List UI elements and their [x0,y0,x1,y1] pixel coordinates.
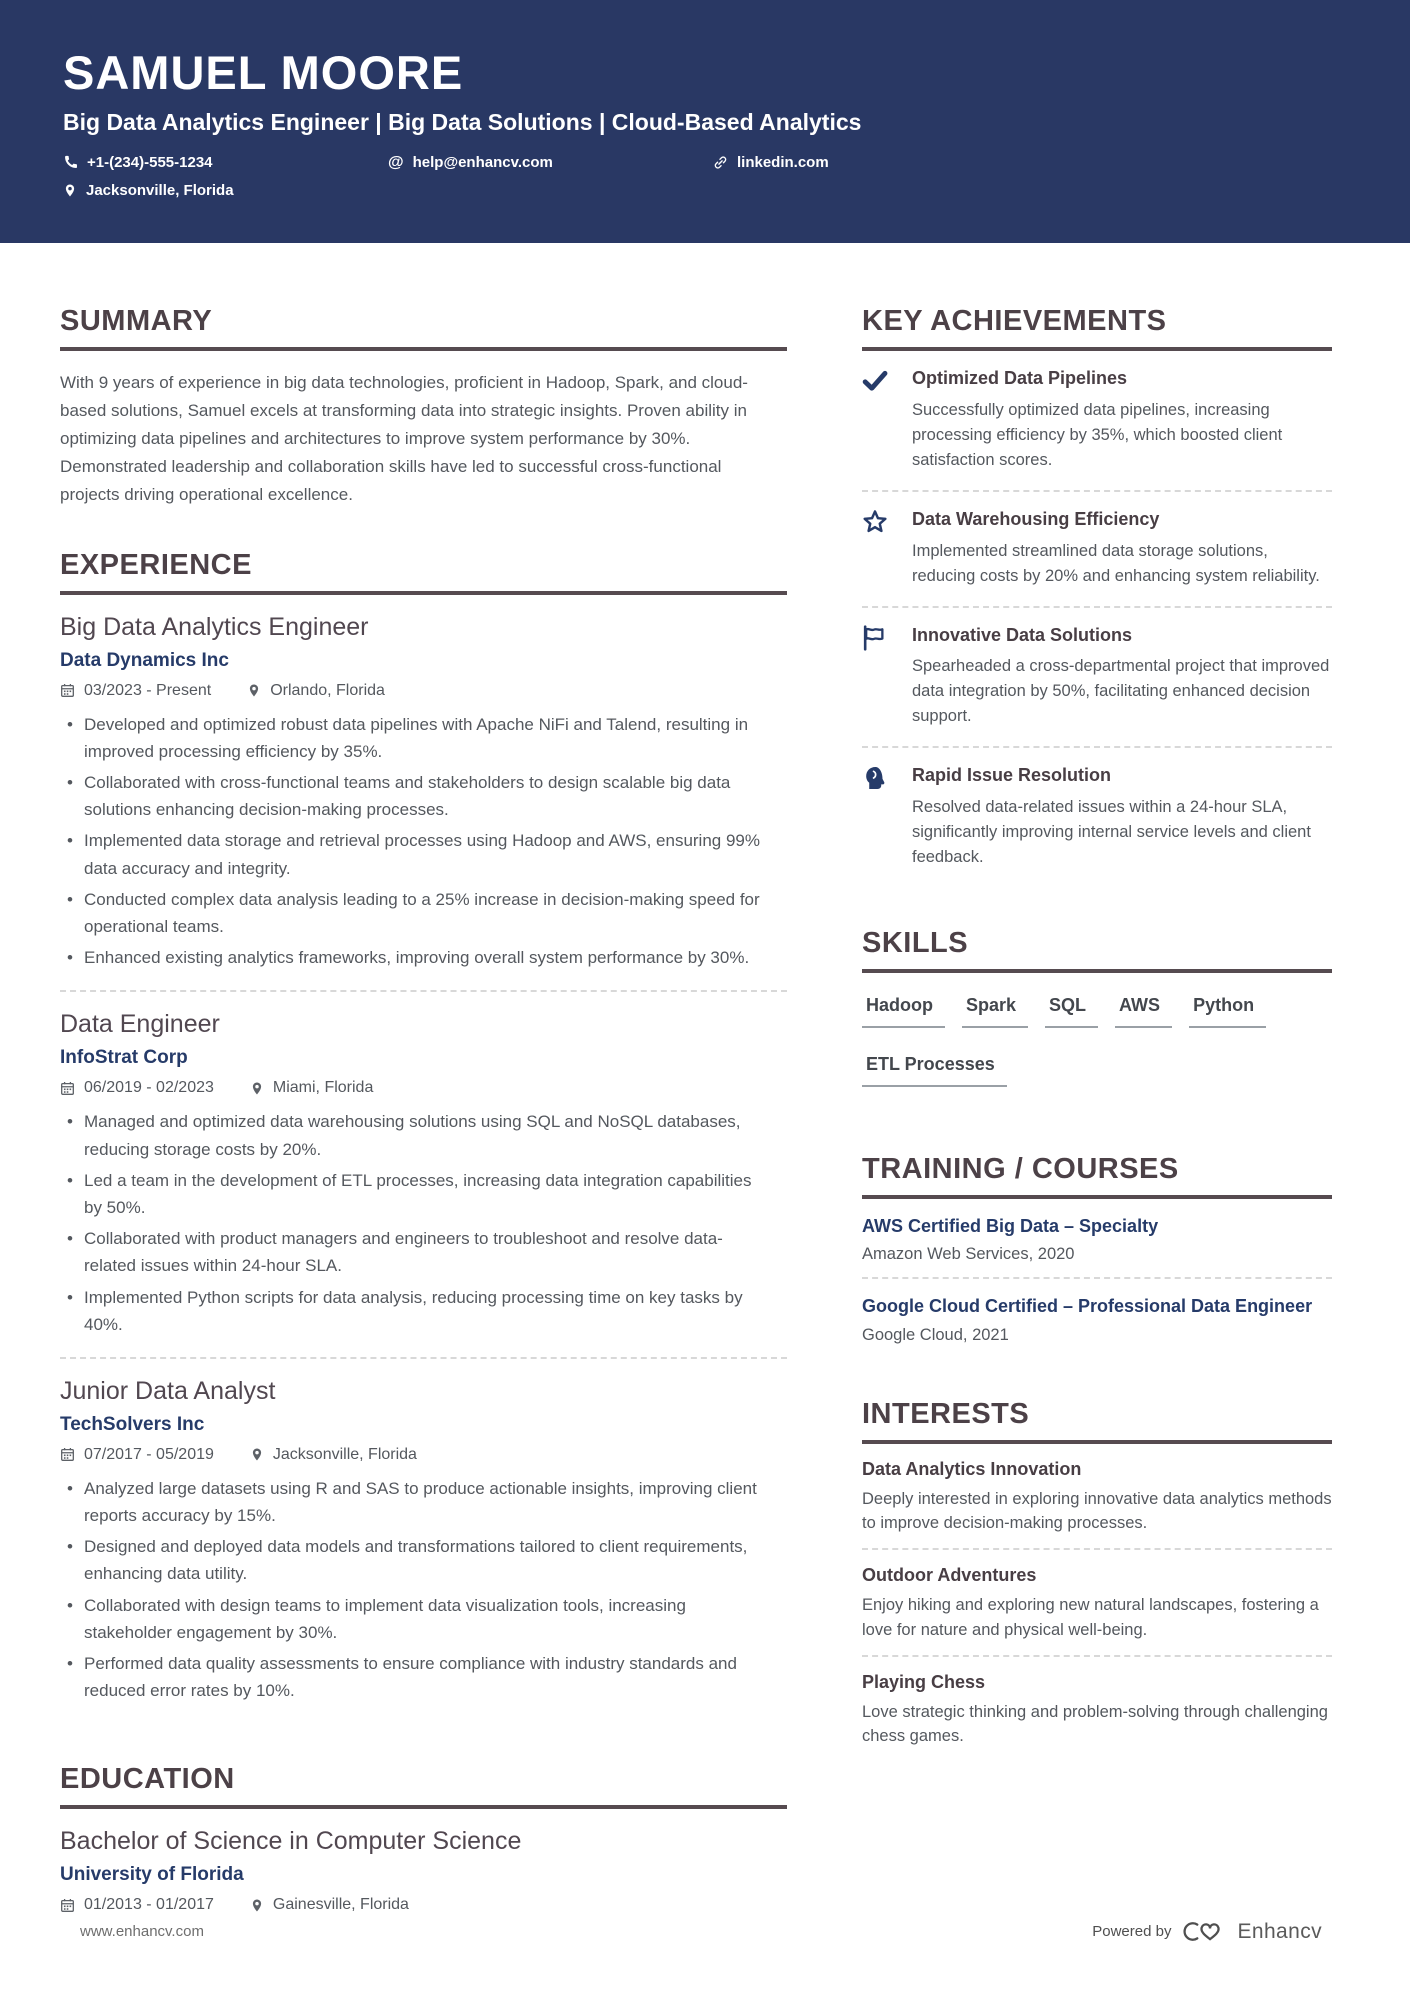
education-dates-value: 01/2013 - 01/2017 [84,1896,214,1914]
achievement-title: Rapid Issue Resolution [912,765,1112,786]
skills-section [862,927,1332,1113]
interest-title: Playing Chess [862,1671,986,1692]
job-dates-value: 06/2019 - 02/2023 [84,1079,214,1097]
achievement-item [862,748,1332,887]
education-location [250,1896,409,1914]
job-location [247,682,385,700]
achievement-text: Spearheaded a cross-departmental project that improved data integration by 50%, facilitating enhanced decision support. [912,657,1330,726]
link-value[interactable]: linkedin.com [737,154,829,172]
job-bullet: • Led a team in the development of ETL processes, increasing data integration capabilities by 50%. [60,1167,764,1221]
education-location-value: Gainesville, Florida [272,1896,409,1914]
summary-heading: SUMMARY [60,305,787,351]
training-section [862,1153,1332,1357]
enhancv-logo-icon [1182,1918,1226,1945]
job-bullet: • Performed data quality assessments to ensure compliance with industry standards and reduced error rates by 10%. [60,1650,764,1704]
job-dates-value: 03/2023 - Present [84,681,212,699]
skill-item: Hadoop [862,995,945,1028]
interest-text: Deeply interested in exploring innovative data analytics methods to improve decision-making processes. [862,1489,1332,1533]
job-bullets [60,1475,787,1705]
job-location [250,1446,417,1464]
location-icon [247,683,261,698]
achievement-item [862,608,1332,747]
link-icon [713,155,728,170]
achievement-item [862,351,1332,490]
job-company: InfoStrat Corp [60,1047,188,1069]
training-org: Amazon Web Services, 2020 [862,1245,1075,1264]
interest-item [862,1550,1332,1655]
achievement-title: Optimized Data Pipelines [912,368,1128,389]
calendar-icon [60,1447,75,1462]
header [0,0,1410,243]
footer [80,1918,1322,1945]
interest-text: Enjoy hiking and exploring new natural landscapes, fostering a love for nature and physical well-being. [862,1596,1319,1639]
skills-list [862,995,1332,1113]
job-location [250,1079,373,1097]
job-bullet: • Enhanced existing analytics frameworks, improving overall system performance by 30%. [60,944,764,971]
skill-item: Python [1189,995,1266,1028]
location-icon [250,1447,264,1462]
job-location-value: Miami, Florida [272,1079,374,1097]
job-dates [60,1446,214,1464]
footer-site-link[interactable]: www.enhancv.com [80,1923,204,1940]
achievement-text: Resolved data-related issues within a 24-hour SLA, significantly improving internal service levels and client feedback. [912,797,1311,867]
footer-branding [1092,1918,1322,1945]
at-icon: @ [388,153,404,171]
job-entry [60,990,787,1357]
interest-text: Love strategic thinking and problem-solving through challenging chess games. [862,1702,1328,1746]
job-dates [60,1079,214,1097]
job-entry [60,1357,787,1724]
location-icon [250,1898,264,1913]
phone [63,154,388,171]
job-meta [60,1446,787,1464]
email[interactable] [388,154,713,171]
education-dates [60,1896,214,1914]
person-name: SAMUEL MOORE [63,46,464,99]
phone-icon [63,155,78,170]
achievement-body [912,764,1332,870]
job-title: Data Engineer [60,1010,220,1039]
training-title: AWS Certified Big Data – Specialty [862,1216,1159,1237]
experience-section [60,549,787,1724]
job-bullet: • Implemented Python scripts for data analysis, reducing processing time on key tasks by 40%. [60,1284,764,1338]
calendar-icon [60,683,75,698]
calendar-icon [60,1081,75,1096]
calendar-icon [60,1898,75,1913]
job-bullet: • Collaborated with product managers and engineers to troubleshoot and resolve data-related issues within 24-hour SLA. [60,1225,764,1279]
education-heading: EDUCATION [60,1763,787,1809]
summary-section [60,305,787,508]
experience-heading: EXPERIENCE [60,549,787,595]
right-column [862,305,1332,1969]
achievement-title: Data Warehousing Efficiency [912,509,1160,530]
location-value: Jacksonville, Florida [86,182,234,200]
achievement-body [912,624,1332,730]
headline: Big Data Analytics Engineer | Big Data Solutions | Cloud-Based Analytics [63,109,862,136]
job-bullets [60,711,787,972]
job-bullet: • Implemented data storage and retrieval processes using Hadoop and AWS, ensuring 99% data accuracy and integrity. [60,827,764,881]
education-section [60,1763,787,1929]
job-bullet: • Managed and optimized data warehousing solutions using SQL and NoSQL databases, reducing storage costs by 20%. [60,1108,764,1162]
check-icon [862,367,892,473]
school: University of Florida [60,1864,244,1886]
content-columns [0,243,1410,1969]
degree: Bachelor of Science in Computer Science [60,1827,522,1856]
achievement-item [862,492,1332,606]
training-title: Google Cloud Certified – Professional Data Engineer [862,1296,1313,1317]
training-org: Google Cloud, 2021 [862,1325,1009,1344]
location-icon [63,183,77,198]
job-bullet: • Analyzed large datasets using R and SAS to produce actionable insights, improving client reports accuracy by 15%. [60,1475,764,1529]
education-meta [60,1896,787,1914]
job-bullet: • Collaborated with design teams to implement data visualization tools, increasing stakeholder engagement by 30%. [60,1592,764,1646]
training-heading: TRAINING / COURSES [862,1153,1332,1199]
achievements-section [862,305,1332,887]
phone-value: +1-(234)-555-1234 [87,154,213,172]
head-icon [862,764,892,870]
achievement-text: Successfully optimized data pipelines, increasing processing efficiency by 35%, which boosted client satisfaction scores. [912,400,1283,469]
training-item [862,1279,1332,1357]
achievement-body [912,508,1332,589]
job-location-value: Orlando, Florida [270,681,385,699]
interest-title: Outdoor Adventures [862,1565,1037,1586]
job-dates [60,682,211,700]
skills-heading: SKILLS [862,927,1332,973]
website-link[interactable] [713,154,1348,171]
skill-item: SQL [1045,995,1098,1028]
achievements-heading: KEY ACHIEVEMENTS [862,305,1332,351]
left-column [60,305,787,1969]
skill-item: AWS [1115,995,1172,1028]
interests-heading: INTERESTS [862,1398,1332,1444]
skill-item: ETL Processes [862,1054,1007,1087]
enhancv-brand-text[interactable]: Enhancv [1237,1919,1322,1943]
job-meta [60,682,787,700]
achievement-body [912,367,1332,473]
summary-text: With 9 years of experience in big data technologies, proficient in Hadoop, Spark, and cloud-based solutions, Samuel excels at transforming data into strategic insights. Proven ability in optimizing data pipelines and architectures to improve system performance by 30%. Demonstrated leadership and collaboration skills have led to successful cross-functional projects driving operational excellence. [60,373,748,504]
job-title: Junior Data Analyst [60,1376,276,1405]
email-value[interactable]: help@enhancv.com [412,154,553,172]
location [63,182,388,199]
interests-section [862,1398,1332,1762]
education-entry [60,1809,787,1929]
training-item [862,1199,1332,1277]
job-entry [60,595,787,991]
job-bullet: • Conducted complex data analysis leading to a 25% increase in decision-making speed for operational teams. [60,886,764,940]
job-title: Big Data Analytics Engineer [60,612,369,641]
interest-item [862,1657,1332,1762]
interest-item [862,1444,1332,1549]
interest-title: Data Analytics Innovation [862,1458,1082,1479]
job-dates-value: 07/2017 - 05/2019 [84,1445,214,1463]
job-company: TechSolvers Inc [60,1413,205,1435]
job-meta [60,1079,787,1097]
contact-row [63,154,1348,199]
skill-item: Spark [962,995,1028,1028]
job-location-value: Jacksonville, Florida [272,1445,417,1463]
star-icon [862,508,892,589]
job-company: Data Dynamics Inc [60,649,229,671]
achievement-text: Implemented streamlined data storage solutions, reducing costs by 20% and enhancing system reliability. [912,541,1320,585]
job-bullet: • Collaborated with cross-functional teams and stakeholders to design scalable big data solutions enhancing decision-making processes. [60,769,764,823]
job-bullet: • Designed and deployed data models and transformations tailored to client requirements, enhancing data utility. [60,1533,764,1587]
achievement-title: Innovative Data Solutions [912,624,1133,645]
powered-by-label: Powered by [1092,1923,1172,1940]
location-icon [250,1081,264,1096]
flag-icon [862,624,892,730]
job-bullet: • Developed and optimized robust data pipelines with Apache NiFi and Talend, resulting in improved processing efficiency by 35%. [60,711,764,765]
job-bullets [60,1108,787,1338]
